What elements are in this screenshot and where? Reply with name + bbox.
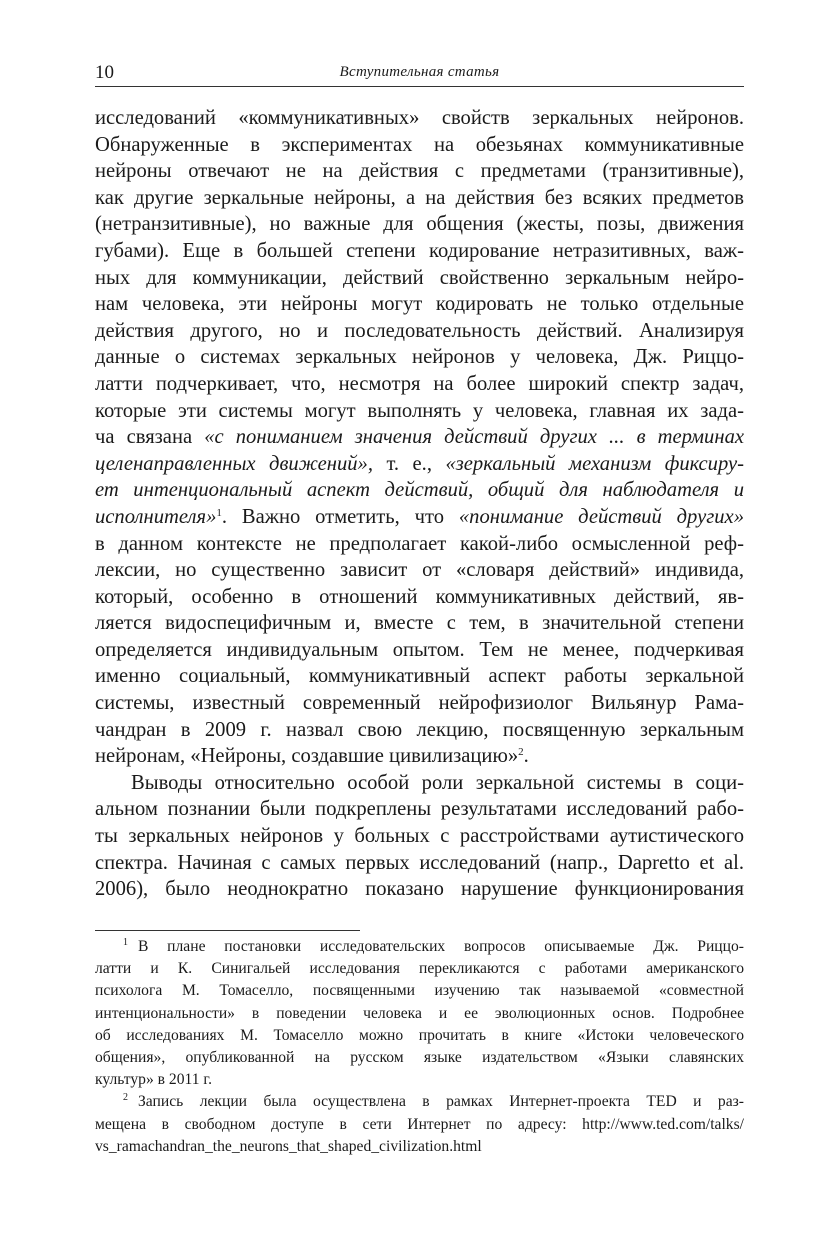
text-line — [95, 424, 744, 451]
text-line: системы, известный современный нейрофизиолог Вильянур Рама- — [95, 692, 744, 715]
text-line: ных для коммуникации, действий свойственно зеркальным нейро- — [95, 266, 744, 289]
text-line: который, особенно в отношений коммуникативных действий, яв- — [95, 585, 744, 608]
text-line: латти подчеркивает, что, несмотря на более широкий спектр задач, — [95, 372, 744, 395]
text-line: Выводы относительно особой роли зеркальной системы в соци- — [131, 771, 744, 794]
text-line: определяется индивидуальным опытом. Тем не менее, подчеркивая — [95, 638, 744, 661]
text-line: альном познании были подкреплены результатами исследований рабо- — [95, 798, 744, 821]
running-title: Вступительная статья — [339, 64, 500, 80]
text-run: . — [523, 745, 529, 768]
text-line: действия другого, но и последовательность действий. Анализируя — [95, 319, 744, 342]
text-line: нам человека, эти нейроны могут кодировать не только отдельные — [95, 293, 744, 316]
quotation: исполнителя» — [95, 505, 217, 528]
footnote-line: vs_ramachandran_the_neurons_that_shaped_civilization.html — [95, 1137, 482, 1155]
page-number: 10 — [95, 62, 114, 83]
footnotes — [95, 936, 744, 1158]
text-line: лексии, но существенно зависит от «словаря действий» индивида, — [95, 559, 744, 582]
text-line: 2006), было неоднократно показано нарушение функционирования — [95, 878, 744, 901]
text-run: . Важно отметить, что — [221, 505, 459, 528]
quotation: «понимание действий других» — [458, 505, 744, 528]
footnote-divider — [95, 930, 360, 931]
text-line: ты зеркальных нейронов у больных с расстройствами аутистического — [95, 825, 744, 848]
footnote-line: общения», опубликованной на русском языке издательством «Языки славянских — [95, 1048, 744, 1066]
text-run: ча связана — [95, 426, 205, 449]
text-line: в данном контексте не предполагает какой-либо осмысленной реф- — [95, 532, 744, 555]
text-line — [95, 504, 744, 531]
footnote-ref-2[interactable]: 2 — [518, 746, 524, 759]
footnote-marker-1: 1 — [123, 937, 128, 948]
text-line: чандран в 2009 г. назвал свою лекцию, посвященную зеркальным — [95, 718, 744, 741]
quotation: «с пониманием значения действий других ... в терминах — [204, 426, 745, 449]
text-line: данные о системах зеркальных нейронов у человека, Дж. Риццо- — [95, 346, 744, 369]
footnote-ref-1[interactable]: 1 — [216, 506, 222, 519]
text-line: исследований «коммуникативных» свойств зеркальных нейронов. — [95, 107, 744, 129]
footnote-line: латти и К. Синигальей исследования перекликаются с работами американского — [95, 960, 744, 978]
quotation: целенаправленных движений», — [95, 452, 373, 475]
footnote-line: об исследованиях М. Томаселло можно прочитать в книге «Истоки человеческого — [95, 1026, 744, 1044]
text-line — [95, 477, 744, 504]
text-line — [95, 451, 744, 478]
footnote-line: интенциональности» в поведении человека и ее эволюционных основ. Подробнее — [95, 1004, 744, 1022]
footnote-line: мещена в свободном доступе в сети Интернет по адресу: http://www.ted.com/talks/ — [95, 1115, 744, 1133]
text-run: В плане постановки исследовательских вопросов описываемые Дж. Риццо- — [138, 938, 744, 955]
text-line: Обнаруженные в экспериментах на обезьянах коммуникативные — [95, 133, 744, 156]
text-line: спектра. Начиная с самых первых исследований (напр., Dapretto et al. — [95, 851, 744, 874]
text-run: т. е., — [372, 452, 446, 475]
text-line: как другие зеркальные нейроны, а на действия без всяких предметов — [95, 186, 744, 209]
quotation: «зеркальный механизм фиксиру- — [445, 452, 744, 475]
footnote-marker-2: 2 — [123, 1092, 128, 1104]
page-header — [95, 60, 744, 87]
text-run: нейронам, «Нейроны, создавшие цивилизацию» — [95, 745, 519, 768]
text-line: именно социальный, коммуникативный аспект работы зеркальной — [95, 665, 744, 688]
main-text — [95, 105, 744, 903]
text-line: ляется видоспецифичным и, вместе с тем, в значительной степени — [95, 612, 744, 635]
text-line: губами). Еще в большей степени кодирование нетразитивных, важ- — [95, 239, 744, 262]
text-run: Запись лекции была осуществлена в рамках Интернет-проекта TED и раз- — [138, 1093, 744, 1111]
text-line: (нетранзитивные), но важные для общения (жесты, позы, движения — [95, 213, 744, 236]
quotation: ет интенциональный аспект действий, общий для наблюдателя и — [95, 479, 744, 502]
footnote-line: психолога М. Томаселло, посвященными изучению так называемой «совместной — [95, 982, 744, 1000]
text-line: нейроны отвечают не на действия с предметами (транзитивные), — [95, 160, 744, 183]
footnote-line — [95, 1091, 744, 1113]
footnote-line: культур» в 2011 г. — [95, 1071, 212, 1089]
text-line: которые эти системы могут выполнять у человека, главная их зада- — [95, 399, 744, 422]
text-line — [95, 743, 744, 770]
footnote-line — [95, 936, 744, 958]
